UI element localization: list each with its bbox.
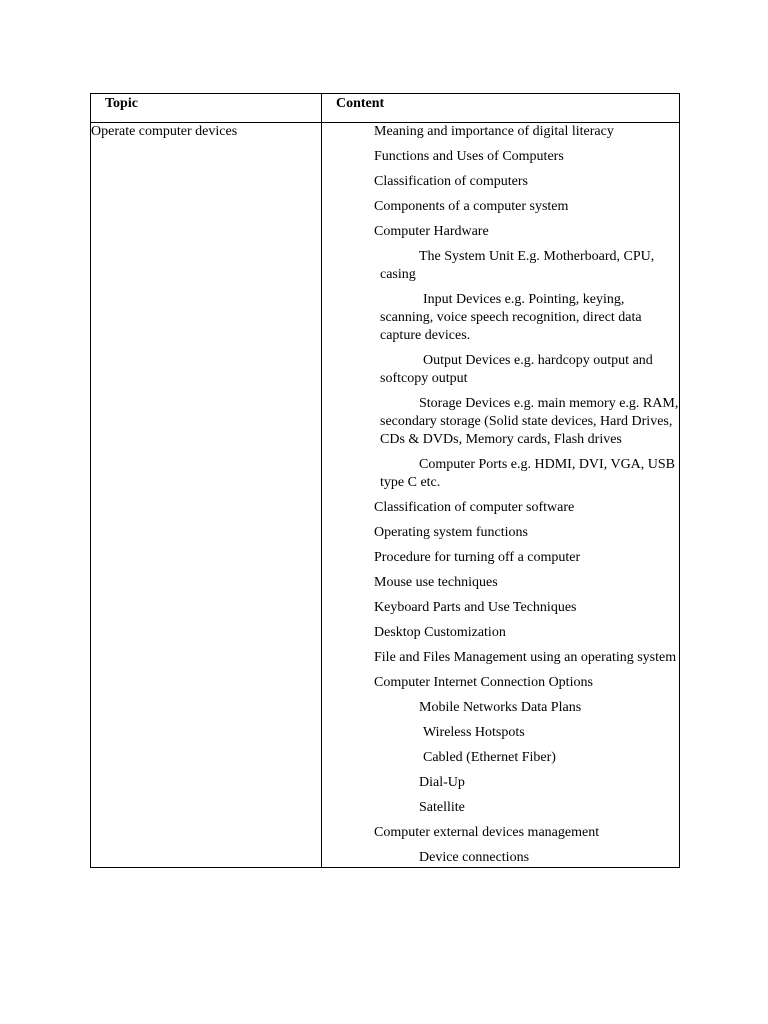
topic-cell <box>91 123 322 868</box>
content-item: Computer external devices management <box>374 825 600 840</box>
content-item: Dial-Up <box>419 775 465 790</box>
content-item: Operating system functions <box>374 525 528 540</box>
content-item: Computer Hardware <box>374 224 489 239</box>
content-item: Computer Ports e.g. HDMI, DVI, VGA, USB type C etc. <box>380 457 676 490</box>
content-item: Storage Devices e.g. main memory e.g. RAM, secondary storage (Solid state devices, Hard Drives, CDs & DVDs, Memory cards, Flash drives <box>380 396 679 447</box>
content-cell <box>322 123 680 868</box>
content-item: Meaning and importance of digital literacy <box>374 124 614 139</box>
content-item: Components of a computer system <box>374 199 569 214</box>
content-item: Cabled (Ethernet Fiber) <box>423 750 556 765</box>
content-item: Classification of computers <box>374 174 528 189</box>
content-item: Procedure for turning off a computer <box>374 550 581 565</box>
content-item: Input Devices e.g. Pointing, keying, scanning, voice speech recognition, direct data capture devices. <box>380 292 642 343</box>
content-item: File and Files Management using an operating system <box>374 650 677 665</box>
content-item: Device connections <box>419 850 530 865</box>
content-item: Satellite <box>419 800 465 815</box>
curriculum-table <box>90 93 680 868</box>
content-item: Wireless Hotspots <box>423 725 525 740</box>
table-header-row <box>91 94 680 123</box>
content-item: Mouse use techniques <box>374 575 498 590</box>
content-item: Functions and Uses of Computers <box>374 149 564 164</box>
content-item: Classification of computer software <box>374 500 575 515</box>
content-item: Output Devices e.g. hardcopy output and softcopy output <box>380 353 653 386</box>
content-item: Mobile Networks Data Plans <box>419 700 582 715</box>
content-column-header: Content <box>322 94 680 123</box>
content-list <box>322 123 679 867</box>
content-item: The System Unit E.g. Motherboard, CPU, casing <box>380 249 655 282</box>
table-row <box>91 123 680 868</box>
topic-column-header: Topic <box>91 94 322 123</box>
topic-text: Operate computer devices <box>91 124 238 139</box>
content-item: Keyboard Parts and Use Techniques <box>374 600 577 615</box>
content-item: Computer Internet Connection Options <box>374 675 593 690</box>
content-item: Desktop Customization <box>374 625 506 640</box>
